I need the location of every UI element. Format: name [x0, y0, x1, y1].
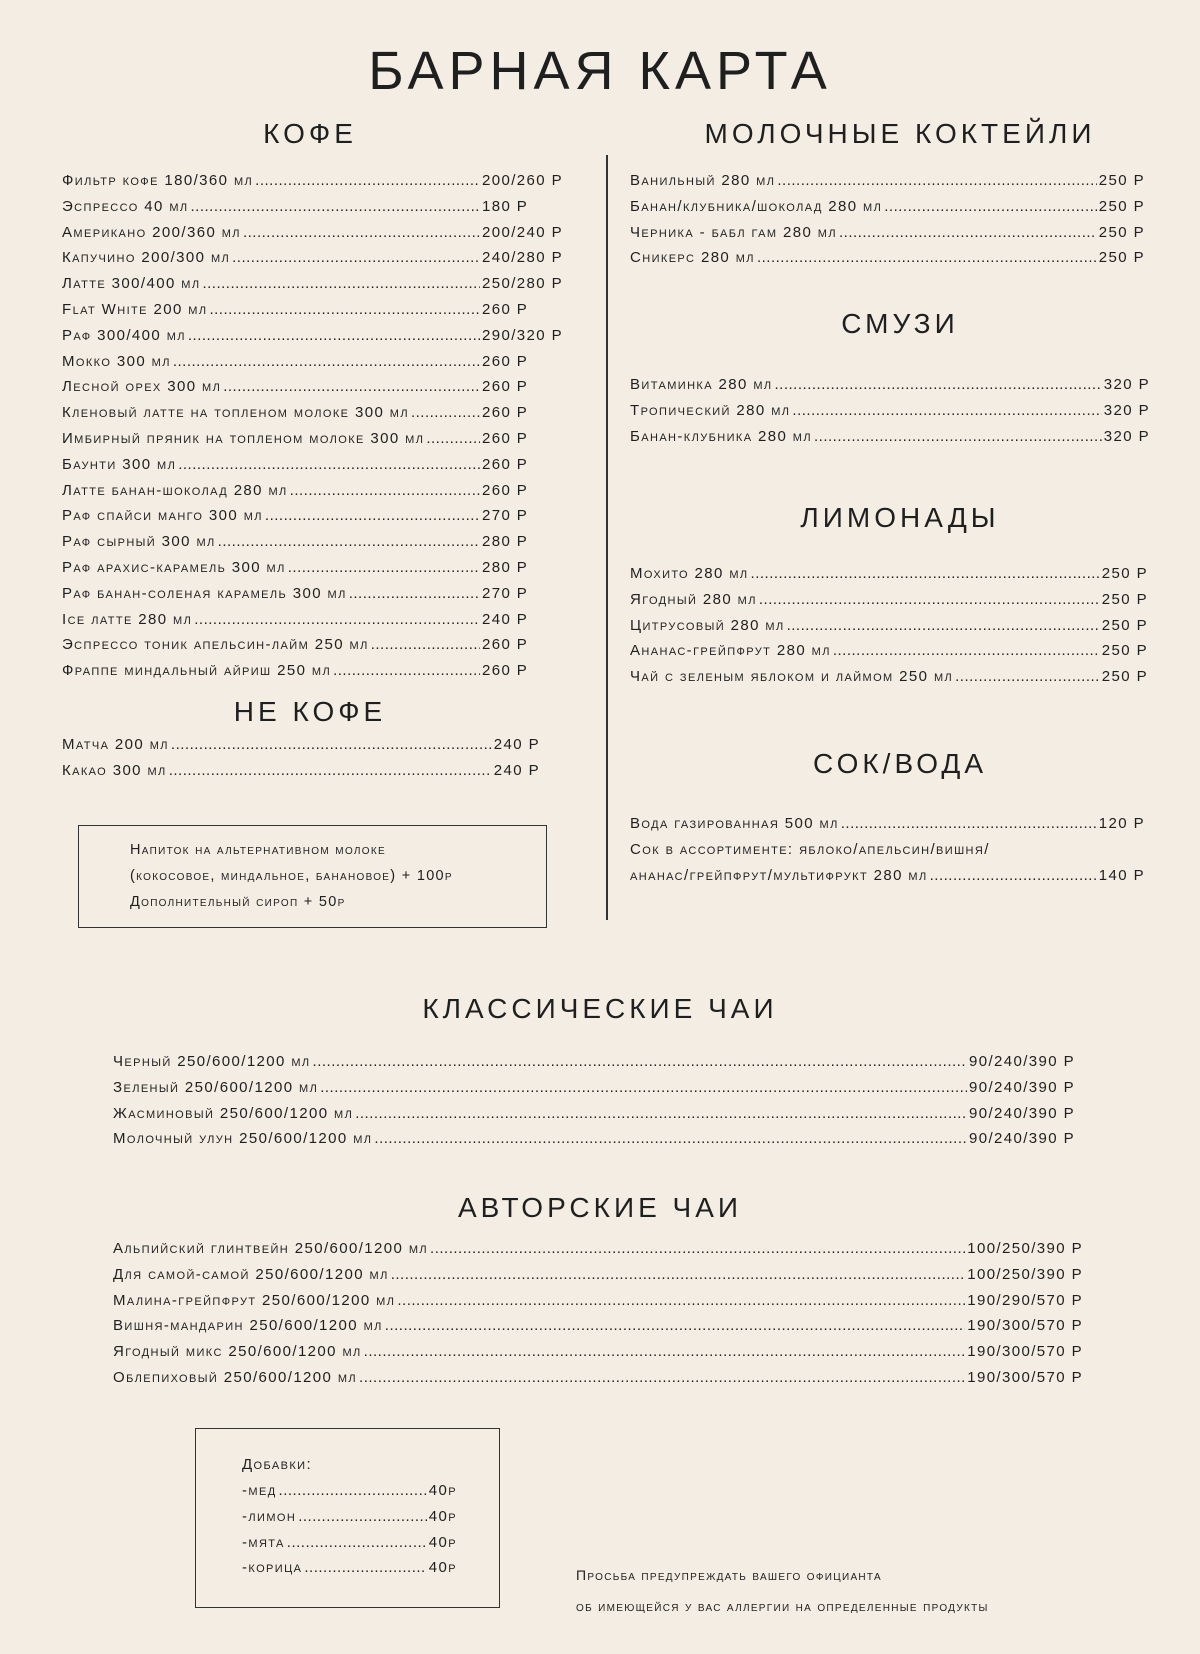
classic-tea-list [113, 1053, 1075, 1156]
item-name: Черный 250/600/1200 мл [113, 1053, 311, 1070]
coffee-list [62, 172, 592, 688]
item-name: Латте банан-шоколад 280 мл [62, 481, 288, 499]
dot-leader [288, 559, 480, 576]
author-tea-heading: АВТОРСКИЕ ЧАИ [457, 1192, 743, 1223]
dot-leader [374, 1130, 967, 1147]
list-item [62, 762, 540, 788]
dot-leader [188, 327, 480, 344]
list-item [62, 404, 592, 430]
dot-leader [430, 1240, 965, 1257]
milkshakes-list [630, 172, 1145, 275]
item-price: 260 Р [482, 481, 529, 499]
item-name: Альпийский глинтвейн 250/600/1200 мл [113, 1240, 429, 1257]
dot-leader [173, 353, 480, 370]
list-item [113, 1317, 1083, 1343]
item-name: Имбирный пряник на топленом молоке 300 мл [62, 429, 425, 447]
item-name: -корица [242, 1559, 303, 1577]
smoothies-heading: СМУЗИ [841, 308, 959, 339]
dot-leader [385, 1317, 965, 1334]
item-price: 190/290/570 Р [967, 1291, 1083, 1309]
item-price: 260 Р [482, 352, 529, 370]
list-item [62, 507, 592, 533]
item-price: 190/300/570 Р [967, 1343, 1083, 1361]
alt-milk-note-box [78, 825, 547, 928]
list-item [113, 1079, 1075, 1105]
item-price: 270 Р [482, 584, 529, 602]
item-name: Матча 200 мл [62, 736, 169, 753]
list-item [62, 224, 592, 250]
list-item [630, 376, 1150, 402]
milkshakes-heading: МОЛОЧНЫЕ КОКТЕЙЛИ [704, 118, 1096, 149]
dot-leader [304, 1559, 426, 1576]
dot-leader [232, 249, 480, 266]
allergy-note [576, 1560, 1136, 1622]
coffee-heading: КОФЕ [263, 118, 357, 149]
item-name: Латте 300/400 мл [62, 275, 201, 293]
page-title: БАРНАЯ КАРТА [368, 41, 832, 101]
allergy-line: Просьба предупреждать вашего официанта [576, 1567, 882, 1583]
item-name: Банан/клубника/шоколад 280 мл [630, 197, 883, 215]
list-item [630, 249, 1145, 275]
item-name: ананас/грейпфрут/мультифрукт 280 мл [630, 866, 928, 884]
additions-box [195, 1428, 500, 1608]
item-name: Раф сырный 300 мл [62, 533, 216, 551]
list-item [62, 662, 592, 688]
list-item [62, 636, 592, 662]
item-price: 260 Р [482, 300, 529, 318]
item-price: 40р [428, 1507, 457, 1525]
item-name: Баунти 300 мл [62, 455, 177, 473]
smoothies-list [630, 376, 1150, 453]
item-name: Мокко 300 мл [62, 352, 171, 370]
list-item [242, 1534, 457, 1560]
item-name: Капучино 200/300 мл [62, 249, 231, 267]
item-name: Раф арахис-карамель 300 мл [62, 558, 286, 576]
item-price: 250 Р [1098, 172, 1145, 189]
dot-leader [839, 224, 1097, 241]
item-name: Эспрессо 40 мл [62, 197, 189, 215]
item-name: Витаминка 280 мл [630, 376, 773, 393]
list-item [242, 1559, 457, 1585]
list-item [630, 565, 1148, 591]
list-item [62, 353, 592, 379]
item-price: 250 Р [1101, 642, 1148, 660]
dot-leader [355, 1105, 967, 1122]
column-divider [606, 155, 608, 920]
list-item [62, 559, 592, 585]
dot-leader [391, 1266, 966, 1283]
lemonades-list [630, 565, 1148, 694]
item-price: 180 Р [482, 197, 529, 215]
item-price: 240 Р [493, 761, 540, 779]
item-name: Сок в ассортименте: яблоко/апельсин/вишня/ [630, 840, 990, 858]
list-item [630, 815, 1145, 841]
list-item [630, 642, 1148, 668]
item-name: Зеленый 250/600/1200 мл [113, 1078, 319, 1096]
item-price: 260 Р [482, 455, 529, 473]
item-price: 90/240/390 Р [968, 1104, 1075, 1122]
list-item [113, 1105, 1075, 1131]
item-price: 200/260 Р [482, 172, 563, 189]
dot-leader [751, 565, 1100, 582]
list-item [242, 1482, 457, 1508]
item-name: Американо 200/360 мл [62, 223, 241, 241]
item-name: Молочный улун 250/600/1200 мл [113, 1130, 373, 1148]
item-price: 270 Р [482, 507, 529, 525]
item-price: 240 Р [493, 736, 540, 753]
item-name: Чай с зеленым яблоком и лаймом 250 мл [630, 668, 954, 686]
dot-leader [397, 1292, 965, 1309]
item-price: 320 Р [1103, 401, 1150, 419]
list-item [242, 1508, 457, 1534]
item-price: 280 Р [482, 558, 529, 576]
item-price: 250 Р [1101, 668, 1148, 686]
dot-leader [775, 376, 1102, 393]
list-item [630, 402, 1150, 428]
dot-leader [371, 636, 480, 653]
list-item [113, 1240, 1083, 1266]
item-name: Мохито 280 мл [630, 565, 749, 582]
list-item [62, 585, 592, 611]
dot-leader [313, 1053, 967, 1070]
dot-leader [223, 378, 480, 395]
list-item [62, 327, 592, 353]
dot-leader [955, 668, 1100, 685]
dot-leader [814, 428, 1102, 445]
item-price: 90/240/390 Р [968, 1053, 1075, 1070]
dot-leader [411, 404, 480, 421]
list-item [630, 617, 1148, 643]
syrup-line: Дополнительный сироп + 50р [130, 894, 346, 910]
item-name: Банан-клубника 280 мл [630, 427, 812, 445]
item-price: 240/280 Р [482, 249, 563, 267]
list-item [113, 1130, 1075, 1156]
item-name: Жасминовый 250/600/1200 мл [113, 1104, 354, 1122]
alt-milk-options: (кокосовое, миндальное, банановое) + 100р [130, 868, 453, 884]
item-name: Вода газированная 500 мл [630, 815, 839, 832]
item-price: 260 Р [482, 636, 529, 654]
allergy-line: об имеющейся у вас аллергии на определенные продукты [576, 1598, 989, 1614]
item-name: Раф банан-соленая карамель 300 мл [62, 584, 347, 602]
item-price: 190/300/570 Р [967, 1368, 1083, 1386]
list-item [62, 611, 592, 637]
dot-leader [757, 249, 1097, 266]
item-name: Какао 300 мл [62, 761, 167, 779]
list-item [630, 198, 1145, 224]
item-name: Ананас-грейпфрут 280 мл [630, 642, 831, 660]
item-price: 260 Р [482, 429, 529, 447]
item-name: Фильтр кофе 180/360 мл [62, 172, 254, 189]
list-item [62, 378, 592, 404]
dot-leader [178, 456, 480, 473]
dot-leader [202, 275, 480, 292]
dot-leader [930, 867, 1097, 884]
item-name: Ice латте 280 мл [62, 610, 193, 628]
dot-leader [279, 1482, 427, 1499]
item-price: 40р [428, 1559, 457, 1577]
item-name: Ягодный микс 250/600/1200 мл [113, 1343, 362, 1361]
dot-leader [364, 1343, 966, 1360]
dot-leader [759, 591, 1100, 608]
lemonades-heading: ЛИМОНАДЫ [800, 502, 1000, 533]
item-price: 260 Р [482, 378, 529, 396]
juice-water-list [630, 815, 1145, 892]
item-price: 90/240/390 Р [968, 1130, 1075, 1148]
item-price: 320 Р [1103, 376, 1150, 393]
item-price: 250 Р [1101, 616, 1148, 634]
dot-leader [426, 430, 480, 447]
item-price: 320 Р [1103, 427, 1150, 445]
list-item [62, 275, 592, 301]
item-price: 40р [428, 1482, 457, 1499]
item-price: 240 Р [482, 610, 529, 628]
not-coffee-heading: НЕ КОФЕ [233, 696, 387, 727]
item-price: 250 Р [1098, 197, 1145, 215]
item-name: Облепиховый 250/600/1200 мл [113, 1368, 358, 1386]
list-item [113, 1292, 1083, 1318]
item-name: -мед [242, 1482, 277, 1499]
list-item [630, 591, 1148, 617]
dot-leader [792, 402, 1101, 419]
dot-leader [218, 533, 480, 550]
item-price: 250 Р [1101, 565, 1148, 582]
list-item [630, 172, 1145, 198]
dot-leader [349, 585, 480, 602]
dot-leader [359, 1369, 965, 1386]
list-item [113, 1266, 1083, 1292]
item-price: 100/250/390 Р [967, 1240, 1083, 1257]
list-item [113, 1053, 1075, 1079]
item-price: 140 Р [1098, 866, 1145, 884]
dot-leader [298, 1508, 427, 1525]
item-name: -лимон [242, 1507, 297, 1525]
dot-leader [209, 301, 480, 318]
item-name: Тропический 280 мл [630, 401, 791, 419]
item-price: 120 Р [1098, 815, 1145, 832]
list-item [62, 482, 592, 508]
list-item [630, 224, 1145, 250]
classic-tea-heading: КЛАССИЧЕСКИЕ ЧАИ [422, 993, 778, 1024]
dot-leader [833, 642, 1100, 659]
list-item [62, 301, 592, 327]
dot-leader [787, 617, 1100, 634]
item-name: Flat White 200 мл [62, 300, 208, 318]
item-name: Ягодный 280 мл [630, 590, 757, 608]
item-price: 260 Р [482, 404, 529, 422]
dot-leader [171, 736, 492, 753]
additions-heading: Добавки: [242, 1456, 313, 1473]
dot-leader [243, 224, 480, 241]
item-name: Черника - бабл гам 280 мл [630, 223, 837, 241]
author-tea-list [113, 1240, 1083, 1395]
item-price: 100/250/390 Р [967, 1265, 1083, 1283]
list-item [630, 668, 1148, 694]
list-item [62, 736, 540, 762]
list-item [62, 533, 592, 559]
dot-leader [777, 172, 1096, 189]
item-price: 280 Р [482, 533, 529, 551]
alt-milk-line: Напиток на альтернативном молоке [130, 842, 386, 858]
dot-leader [169, 762, 492, 779]
item-name: Сникерс 280 мл [630, 249, 755, 267]
list-item [62, 456, 592, 482]
item-name: Эспрессо тоник апельсин-лайм 250 мл [62, 636, 369, 654]
item-name: Вишня-мандарин 250/600/1200 мл [113, 1317, 383, 1335]
not-coffee-list [62, 736, 540, 788]
item-price: 250 Р [1098, 223, 1145, 241]
item-name: Лесной орех 300 мл [62, 378, 222, 396]
dot-leader [320, 1079, 967, 1096]
dot-leader [287, 1534, 427, 1551]
dot-leader [255, 172, 480, 189]
item-price: 40р [428, 1533, 457, 1551]
dot-leader [884, 198, 1097, 215]
list-item [62, 172, 592, 198]
item-price: 90/240/390 Р [968, 1078, 1075, 1096]
item-price: 260 Р [482, 662, 529, 680]
additions-list [242, 1482, 457, 1585]
list-item [62, 198, 592, 224]
item-price: 250 Р [1098, 249, 1145, 267]
item-price: 250 Р [1101, 590, 1148, 608]
dot-leader [194, 611, 480, 628]
item-name: Для самой-самой 250/600/1200 мл [113, 1265, 389, 1283]
item-price: 290/320 Р [482, 326, 563, 344]
item-name: Раф 300/400 мл [62, 326, 186, 344]
item-name: Фраппе миндальный айриш 250 мл [62, 662, 332, 680]
dot-leader [333, 662, 480, 679]
item-price: 250/280 Р [482, 275, 563, 293]
item-name: Малина-грейпфрут 250/600/1200 мл [113, 1291, 396, 1309]
dot-leader [290, 482, 480, 499]
item-price: 190/300/570 Р [967, 1317, 1083, 1335]
juice-water-heading: СОК/ВОДА [812, 748, 988, 779]
list-item [630, 428, 1150, 454]
item-name: Раф спайси манго 300 мл [62, 507, 263, 525]
list-item [630, 841, 1145, 867]
item-name: Цитрусовый 280 мл [630, 616, 785, 634]
list-item [62, 430, 592, 456]
list-item [113, 1369, 1083, 1395]
list-item [113, 1343, 1083, 1369]
list-item [62, 249, 592, 275]
dot-leader [265, 507, 480, 524]
dot-leader [841, 815, 1097, 832]
item-name: Кленовый латте на топленом молоке 300 мл [62, 404, 409, 422]
item-name: Ванильный 280 мл [630, 172, 776, 189]
list-item [630, 867, 1145, 893]
item-price: 200/240 Р [482, 223, 563, 241]
dot-leader [191, 198, 480, 215]
item-name: -мята [242, 1533, 285, 1551]
